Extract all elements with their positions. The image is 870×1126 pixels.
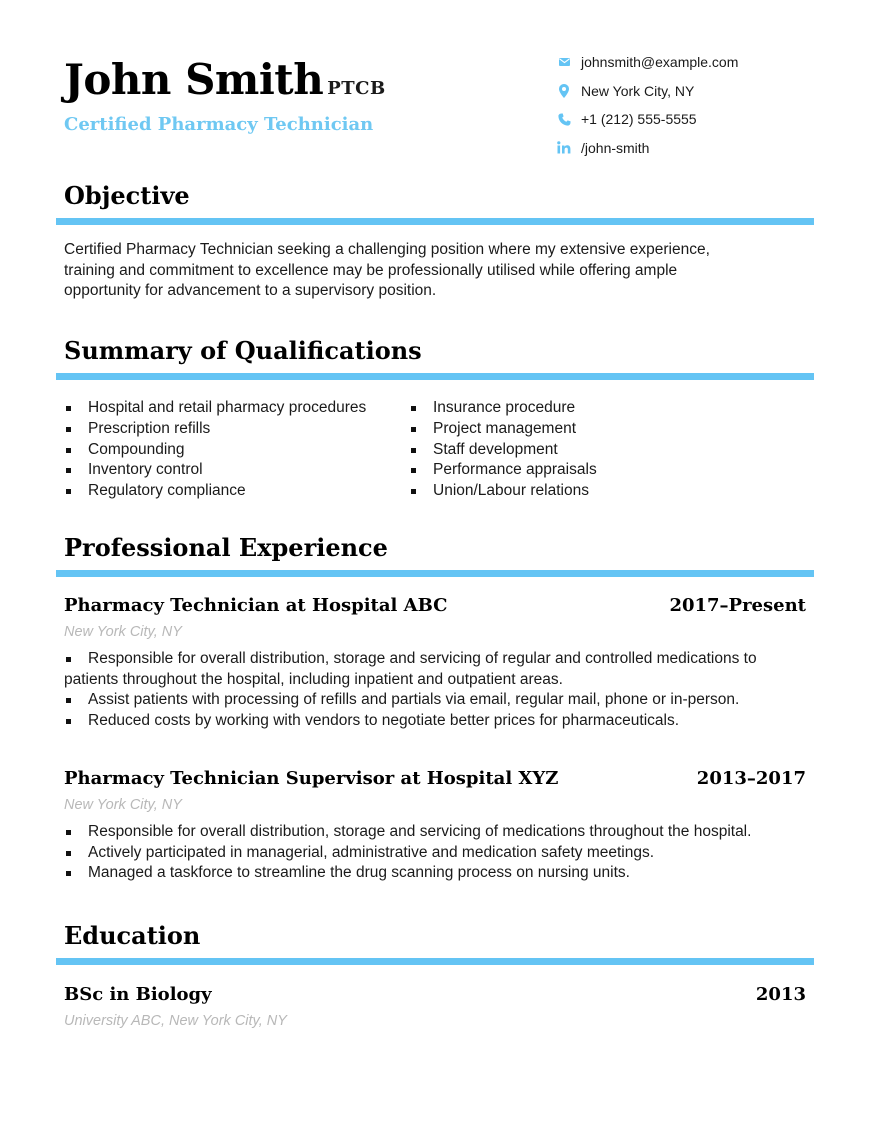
job-bullet: Managed a taskforce to streamline the drug scanning process on nursing units.	[64, 863, 784, 884]
job-location: New York City, NY	[64, 797, 182, 813]
job-bullet: Reduced costs by working with vendors to negotiate better prices for pharmaceuticals.	[64, 711, 784, 732]
linkedin-text: /john-smith	[581, 139, 650, 156]
objective-section	[56, 180, 814, 225]
email-icon	[556, 54, 572, 70]
qualifications-right-column	[409, 398, 597, 502]
contact-email[interactable]	[556, 48, 738, 77]
section-divider	[56, 218, 814, 225]
education-section	[56, 920, 814, 965]
contact-linkedin[interactable]	[556, 134, 738, 163]
school: University ABC, New York City, NY	[64, 1013, 287, 1029]
section-divider	[56, 373, 814, 380]
job-date: 2017–Present	[669, 595, 806, 616]
qualification-item: Insurance procedure	[409, 398, 597, 419]
location-text: New York City, NY	[581, 82, 695, 99]
job-title-headline: Certified Pharmacy Technician	[64, 114, 374, 135]
graduation-year: 2013	[755, 984, 806, 1005]
qualification-item: Regulatory compliance	[64, 481, 366, 502]
qualification-item: Hospital and retail pharmacy procedures	[64, 398, 366, 419]
job-entry	[64, 595, 806, 732]
email-text: johnsmith@example.com	[581, 54, 739, 71]
degree: BSc in Biology	[64, 984, 212, 1005]
phone-text: +1 (212) 555-5555	[581, 111, 697, 128]
job-bullet: Actively participated in managerial, administrative and medication safety meetings.	[64, 843, 784, 864]
contact-location	[556, 77, 738, 106]
section-divider	[56, 958, 814, 965]
name-block	[64, 56, 386, 104]
contact-info	[556, 48, 738, 162]
qualification-item: Compounding	[64, 440, 366, 461]
job-title: Pharmacy Technician at Hospital ABC	[64, 595, 448, 616]
job-title: Pharmacy Technician Supervisor at Hospital XYZ	[64, 768, 559, 789]
education-entry	[64, 984, 806, 1029]
job-location: New York City, NY	[64, 624, 182, 640]
objective-heading: Objective	[64, 181, 190, 210]
job-bullet: Responsible for overall distribution, storage and servicing of medications throughout the hospital.	[64, 822, 784, 843]
location-pin-icon	[556, 83, 572, 99]
phone-icon	[556, 111, 572, 127]
qualifications-left-column	[64, 398, 366, 502]
qualifications-section	[56, 335, 814, 380]
qualification-item: Inventory control	[64, 460, 366, 481]
job-bullet: Responsible for overall distribution, storage and servicing of regular and controlled medications to patients throughout the hospital, including inpatient and outpatient areas.	[64, 649, 784, 690]
experience-section	[56, 532, 814, 577]
qualifications-heading: Summary of Qualifications	[64, 336, 422, 365]
job-date: 2013–2017	[696, 768, 806, 789]
linkedin-icon	[556, 140, 572, 156]
qualification-item: Staff development	[409, 440, 597, 461]
job-entry	[64, 768, 806, 884]
job-bullet: Assist patients with processing of refills and partials via email, regular mail, phone or in-person.	[64, 690, 784, 711]
credential: PTCB	[327, 78, 386, 99]
education-heading: Education	[64, 921, 201, 950]
candidate-name: John Smith	[64, 55, 324, 104]
qualification-item: Performance appraisals	[409, 460, 597, 481]
section-divider	[56, 570, 814, 577]
contact-phone[interactable]	[556, 105, 738, 134]
qualification-item: Union/Labour relations	[409, 481, 597, 502]
qualification-item: Prescription refills	[64, 419, 366, 440]
qualification-item: Project management	[409, 419, 597, 440]
experience-heading: Professional Experience	[64, 533, 388, 562]
objective-text: Certified Pharmacy Technician seeking a challenging position where my extensive experience, training and commitment to excellence may be professionally utilised while offering ample opportunity for advancement to a supervisory position.	[64, 241, 710, 300]
